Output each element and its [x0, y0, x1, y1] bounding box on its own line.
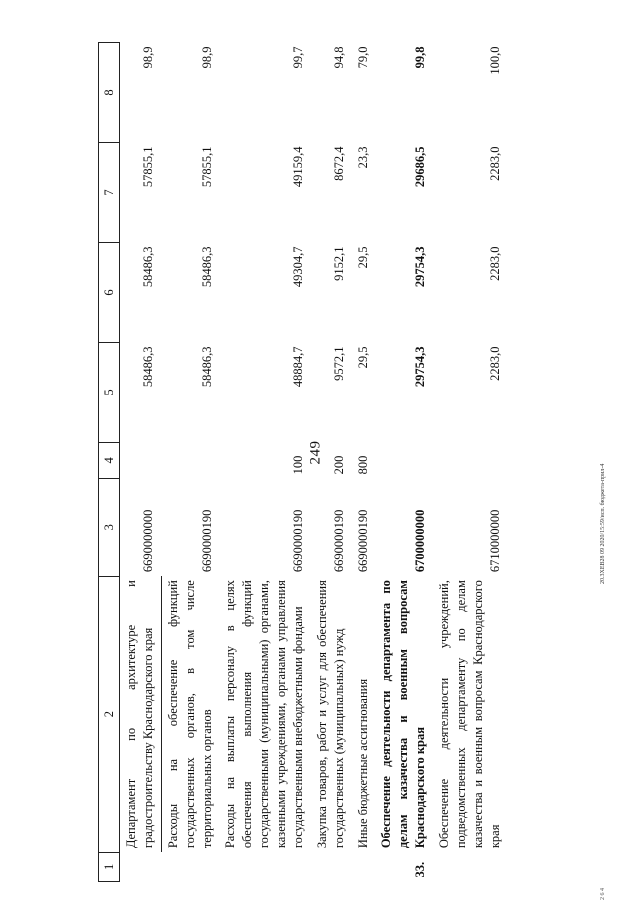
- row-index: [219, 852, 310, 881]
- row-percent: 98,9: [199, 46, 214, 69]
- row-code: 6690000190: [355, 509, 370, 573]
- row-index: [433, 852, 508, 881]
- row-value-6: 2283,0: [487, 246, 502, 281]
- row-percent: 94,8: [331, 46, 346, 69]
- row-value-6: 29,5: [355, 246, 370, 269]
- row-value-5: 2283,0: [487, 346, 502, 381]
- budget-table: [98, 42, 508, 882]
- column-header: 5: [99, 343, 120, 443]
- rotated-table-wrapper: [98, 42, 584, 882]
- row-expense-type: 200: [331, 455, 346, 475]
- table-row: [375, 43, 433, 882]
- row-expense-type: 800: [355, 455, 370, 475]
- table-header-row: [99, 43, 120, 882]
- row-value-5: 58486,3: [141, 346, 156, 388]
- row-value-7: 57855,1: [199, 146, 214, 188]
- row-name: Расходы на обеспечение функций государственных органов, в том числе территориальных органов: [165, 580, 214, 849]
- row-value-5: 48884,7: [290, 346, 305, 388]
- row-percent: 98,9: [141, 46, 156, 69]
- row-code: 6700000000: [413, 509, 428, 573]
- table-row: [311, 43, 352, 882]
- table-row: [352, 43, 376, 882]
- column-header: 7: [99, 143, 120, 243]
- row-code: 6690000000: [141, 509, 156, 573]
- page-number: 249: [307, 440, 324, 465]
- row-code: 6690000190: [199, 509, 214, 573]
- row-code: 6690000190: [290, 509, 305, 573]
- row-index: [352, 852, 376, 881]
- row-percent: 100,0: [487, 46, 502, 75]
- row-value-6: 49304,7: [290, 246, 305, 288]
- table-row: [161, 43, 219, 882]
- row-value-7: 29686,5: [413, 146, 428, 188]
- row-percent: 99,7: [290, 46, 305, 69]
- row-expense-type: 100: [290, 455, 305, 475]
- row-value-7: 57855,1: [141, 146, 156, 188]
- row-value-6: 58486,3: [141, 246, 156, 288]
- column-header: 4: [99, 442, 120, 478]
- row-value-7: 23,3: [355, 146, 370, 169]
- row-expense-type: [375, 442, 433, 478]
- row-value-6: 9152,1: [331, 246, 346, 281]
- row-value-5: 9572,1: [331, 346, 346, 381]
- row-value-5: 29754,3: [413, 346, 428, 388]
- row-code: 6710000000: [487, 509, 502, 573]
- row-name: Обеспечение деятельности департамента по делам казачества и военным вопросам Краснодарского края: [379, 580, 428, 849]
- table-row: [433, 43, 508, 882]
- document-footer-note: 20.3ХЕВ28 09 2020/15:59/исп. бюджета-прил-4: [600, 463, 606, 584]
- row-expense-type: [120, 442, 162, 478]
- column-header: 2: [99, 576, 120, 852]
- row-name: Департамент по архитектуре и градостроительству Краснодарского края: [120, 576, 162, 852]
- column-header: 1: [99, 852, 120, 881]
- row-index: [161, 852, 219, 881]
- row-value-5: 29,5: [355, 346, 370, 369]
- column-header: 3: [99, 478, 120, 576]
- table-row: [120, 43, 162, 882]
- row-value-7: 49159,4: [290, 146, 305, 188]
- row-index: 33.: [413, 861, 428, 878]
- row-index: [311, 852, 352, 881]
- row-percent: 99,8: [413, 46, 428, 69]
- row-code: 6690000190: [331, 509, 346, 573]
- corner-mark: 2 6 4: [600, 888, 606, 900]
- row-name: Закупка товаров, работ и услуг для обеспечения государственных (муниципальных) нужд: [314, 580, 346, 849]
- row-value-7: 8672,4: [331, 146, 346, 181]
- row-value-6: 29754,3: [413, 246, 428, 288]
- column-header: 6: [99, 243, 120, 343]
- row-expense-type: [433, 442, 508, 478]
- row-value-7: 2283,0: [487, 146, 502, 181]
- table-row: [219, 43, 310, 882]
- row-name: Обеспечение деятельности учреждений, подведомственных департаменту по делам казачества и военным вопросам Краснодарского края: [437, 580, 502, 849]
- row-index: [120, 852, 162, 881]
- row-expense-type: [161, 442, 219, 478]
- row-value-5: 58486,3: [199, 346, 214, 388]
- row-value-6: 58486,3: [199, 246, 214, 288]
- row-name: Расходы на выплаты персоналу в целях обеспечения выполнения функций государственными (муниципальными) органами, казенными учреждениями, органами управления государственными внебюджетными фондами: [223, 580, 305, 849]
- row-name: Иные бюджетные ассигнования: [355, 678, 370, 849]
- row-percent: 79,0: [355, 46, 370, 69]
- column-header: 8: [99, 43, 120, 143]
